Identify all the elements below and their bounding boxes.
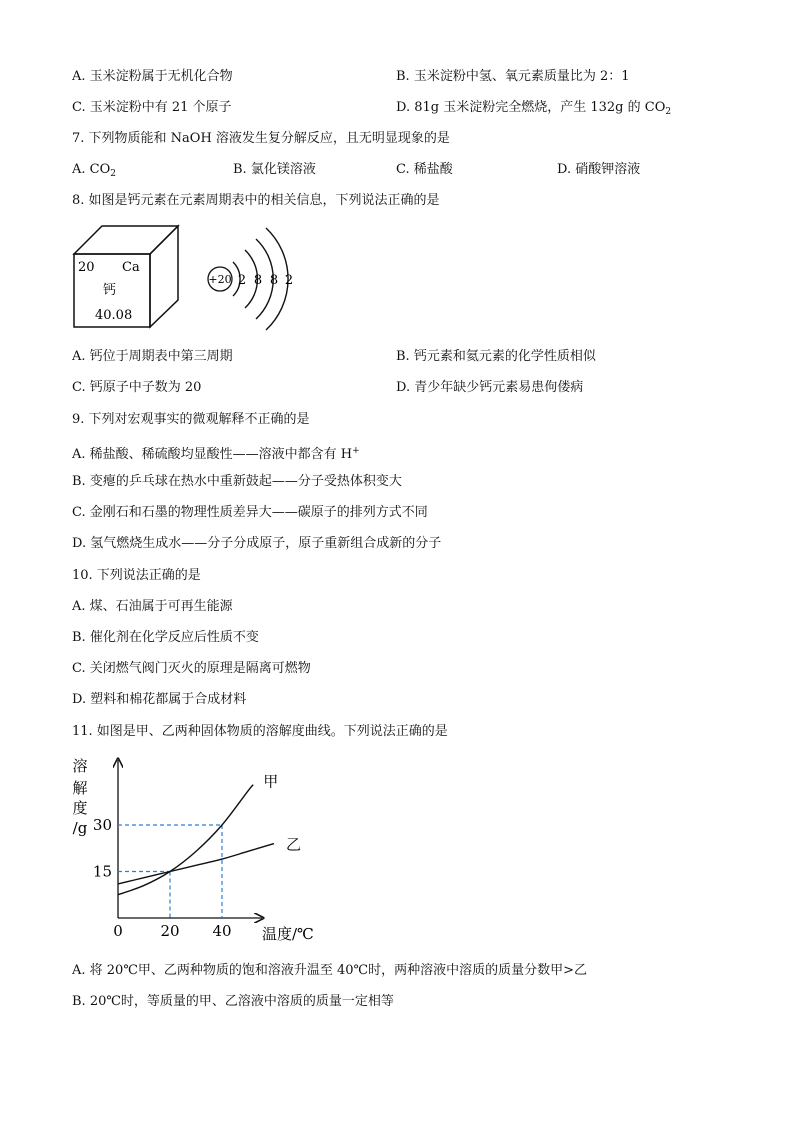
- q9-stem: 9. 下列对宏观事实的微观解释不正确的是: [72, 412, 310, 427]
- q10-option-b: B. 催化剂在化学反应后性质不变: [72, 630, 259, 645]
- q9-option-a-superscript: +: [352, 446, 360, 456]
- q6-option-d-text: D. 81g 玉米淀粉完全燃烧，产生 132g 的 CO: [396, 100, 666, 115]
- element-name: 钙: [103, 283, 117, 298]
- shell-electrons-1: 2: [237, 273, 247, 288]
- nucleus-charge: +20: [208, 273, 232, 286]
- q7-option-d: D. 硝酸钾溶液: [557, 162, 641, 177]
- q10-option-d: D. 塑料和棉花都属于合成材料: [72, 692, 247, 707]
- q6-option-b: B. 玉米淀粉中氢、氧元素质量比为 2：1: [396, 69, 630, 84]
- atomic-mass: 40.08: [95, 308, 133, 323]
- q9-option-a-text: A. 稀盐酸、稀硫酸均显酸性——溶液中都含有 H: [72, 447, 353, 462]
- q8-stem: 8. 如图是钙元素在元素周期表中的相关信息，下列说法正确的是: [72, 193, 440, 208]
- q7-option-b: B. 氯化镁溶液: [233, 162, 316, 177]
- q6-option-c: C. 玉米淀粉中有 21 个原子: [72, 100, 232, 115]
- calcium-figure: [70, 222, 310, 337]
- q7-option-a-subscript: 2: [110, 169, 116, 179]
- shell-electrons-3: 8: [269, 273, 279, 288]
- q11-stem: 11. 如图是甲、乙两种固体物质的溶解度曲线。下列说法正确的是: [72, 724, 448, 739]
- q10-option-a: A. 煤、石油属于可再生能源: [72, 599, 233, 614]
- q7-option-a-text: A. CO: [72, 162, 111, 177]
- shell-electrons-4: 2: [284, 273, 294, 288]
- x-tick-label-1: 20: [160, 922, 180, 940]
- q7-option-a: [72, 161, 116, 183]
- x-axis-label: 温度/℃: [262, 925, 314, 943]
- q11-option-b: B. 20℃时，等质量的甲、乙溶液中溶质的质量一定相等: [72, 994, 394, 1009]
- series-label-1: 乙: [286, 835, 302, 854]
- y-tick-label-0: 15: [92, 862, 112, 881]
- shell-electrons-2: 8: [253, 273, 263, 288]
- q9-option-a: [72, 442, 360, 464]
- q9-option-b: B. 变瘪的乒乓球在热水中重新鼓起——分子受热体积变大: [72, 474, 402, 489]
- atomic-number: 20: [78, 260, 95, 275]
- series-curve-1: [118, 844, 274, 884]
- q6-option-d: [396, 99, 671, 121]
- element-symbol: Ca: [122, 260, 140, 275]
- solubility-chart: [66, 752, 326, 948]
- q10-option-c: C. 关闭燃气阀门灭火的原理是隔离可燃物: [72, 661, 311, 676]
- q7-stem: 7. 下列物质能和 NaOH 溶液发生复分解反应，且无明显现象的是: [72, 131, 450, 146]
- q9-option-d: D. 氢气燃烧生成水——分子分成原子，原子重新组合成新的分子: [72, 536, 442, 551]
- series-curve-0: [118, 785, 253, 895]
- y-axis-label-3: /g: [72, 819, 88, 837]
- q8-option-b: B. 钙元素和氦元素的化学性质相似: [396, 349, 596, 364]
- q6-option-a: A. 玉米淀粉属于无机化合物: [72, 69, 233, 84]
- q11-option-a: A. 将 20℃甲、乙两种物质的饱和溶液升温至 40℃时，两种溶液中溶质的质量分数甲>乙: [72, 963, 587, 978]
- q10-stem: 10. 下列说法正确的是: [72, 568, 201, 583]
- q9-option-c: C. 金刚石和石墨的物理性质差异大——碳原子的排列方式不同: [72, 505, 428, 520]
- y-axis-label-1: 解: [72, 779, 88, 797]
- y-axis-label-0: 溶: [72, 757, 88, 775]
- q7-option-c: C. 稀盐酸: [396, 162, 453, 177]
- q8-option-a: A. 钙位于周期表中第三周期: [72, 349, 233, 364]
- q8-option-c: C. 钙原子中子数为 20: [72, 380, 202, 395]
- y-tick-label-1: 30: [92, 816, 112, 834]
- x-tick-label-0: 0: [113, 922, 123, 940]
- y-axis-label-2: 度: [72, 799, 88, 817]
- series-label-0: 甲: [263, 772, 279, 791]
- q8-option-d: D. 青少年缺少钙元素易患佝偻病: [396, 380, 584, 395]
- x-tick-label-2: 40: [212, 922, 232, 940]
- q6-option-d-subscript: 2: [665, 107, 672, 117]
